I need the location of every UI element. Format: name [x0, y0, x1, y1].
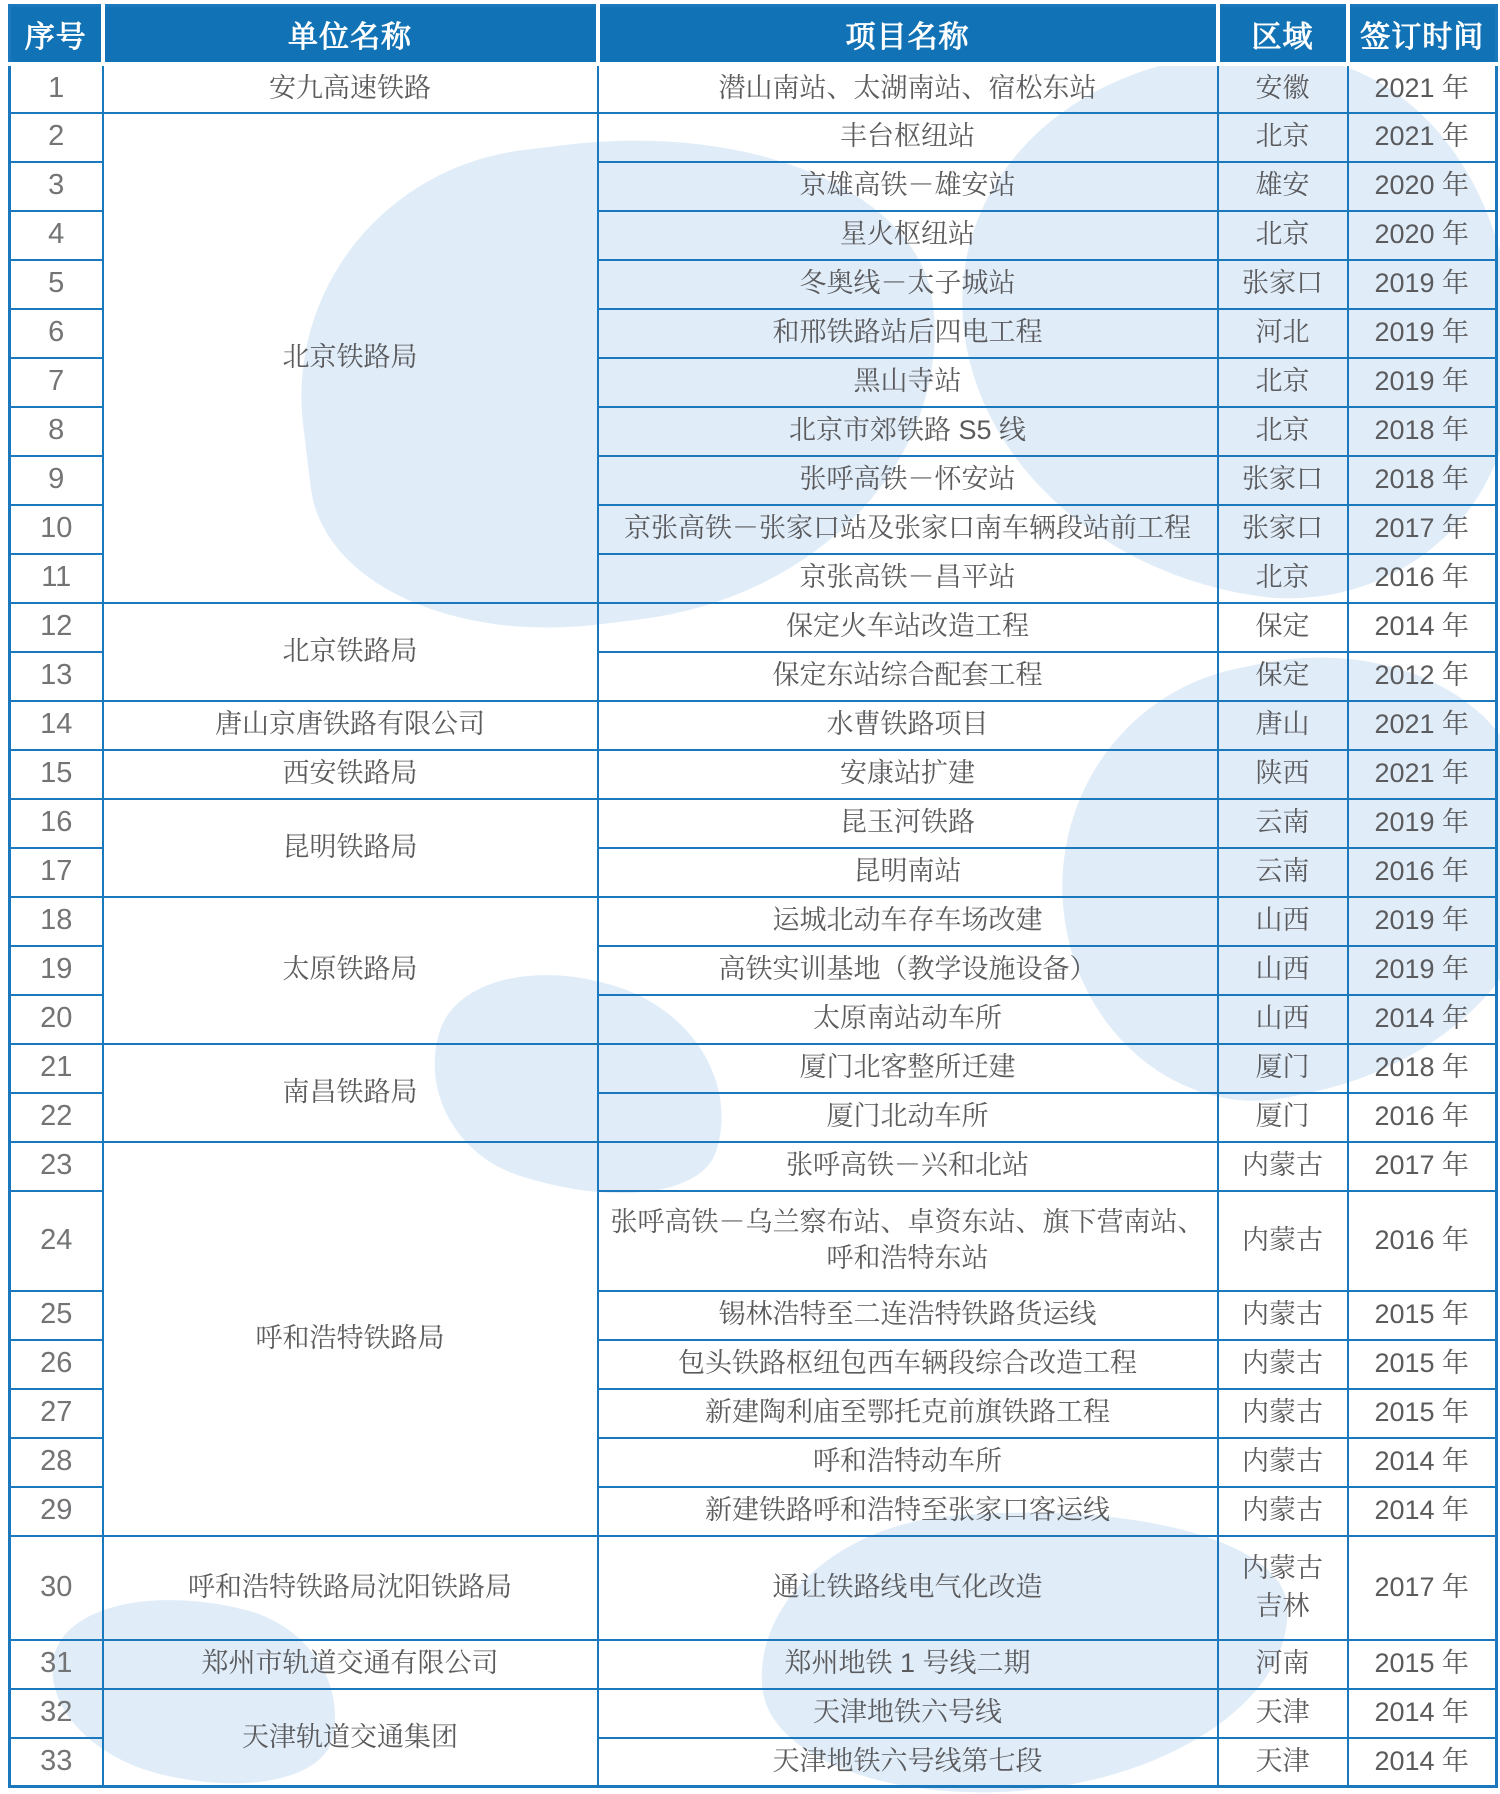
region-cell — [1218, 309, 1348, 358]
project-name-cell: 包头铁路枢纽包西车辆段综合改造工程 — [598, 1340, 1218, 1389]
region-line: 北京 — [1255, 219, 1310, 250]
region-line: 天津 — [1255, 1697, 1310, 1728]
sign-year-cell: 2015 年 — [1348, 1389, 1497, 1438]
row-number-cell: 16 — [10, 799, 103, 848]
sign-year-cell: 2019 年 — [1348, 260, 1497, 309]
region-cell — [1218, 1044, 1348, 1093]
table-row — [10, 1044, 1497, 1093]
project-name-cell: 锡林浩特至二连浩特铁路货运线 — [598, 1291, 1218, 1340]
region-cell — [1218, 113, 1348, 162]
row-number-cell: 1 — [10, 64, 103, 113]
sign-year-cell: 2019 年 — [1348, 799, 1497, 848]
region-line: 河南 — [1255, 1648, 1310, 1679]
table-row — [10, 64, 1497, 113]
region-line: 保定 — [1255, 611, 1310, 642]
row-number-cell: 11 — [10, 554, 103, 603]
project-name-cell: 潜山南站、太湖南站、宿松东站 — [598, 64, 1218, 113]
sign-year-cell: 2012 年 — [1348, 652, 1497, 701]
unit-name-cell: 唐山京唐铁路有限公司 — [103, 701, 598, 750]
project-name-cell: 昆明南站 — [598, 848, 1218, 897]
region-line: 内蒙古 — [1242, 1150, 1323, 1181]
row-number-cell: 4 — [10, 211, 103, 260]
region-line: 云南 — [1255, 807, 1310, 838]
project-name-cell: 水曹铁路项目 — [598, 701, 1218, 750]
row-number-cell: 23 — [10, 1142, 103, 1191]
region-line: 天津 — [1255, 1745, 1310, 1776]
sign-year-cell: 2021 年 — [1348, 64, 1497, 113]
project-name-cell: 北京市郊铁路 S5 线 — [598, 407, 1218, 456]
region-line: 北京 — [1255, 415, 1310, 446]
sign-year-cell: 2021 年 — [1348, 113, 1497, 162]
project-name-cell: 新建陶利庙至鄂托克前旗铁路工程 — [598, 1389, 1218, 1438]
row-number-cell: 18 — [10, 897, 103, 946]
region-cell — [1218, 162, 1348, 211]
sign-year-cell: 2016 年 — [1348, 554, 1497, 603]
row-number-cell: 3 — [10, 162, 103, 211]
project-name-cell: 京雄高铁－雄安站 — [598, 162, 1218, 211]
project-name-cell: 厦门北动车所 — [598, 1093, 1218, 1142]
row-number-cell: 24 — [10, 1191, 103, 1291]
table-row — [10, 1640, 1497, 1689]
project-name-cell: 张呼高铁－乌兰察布站、卓资东站、旗下营南站、呼和浩特东站 — [598, 1191, 1218, 1291]
sign-year-cell: 2014 年 — [1348, 1487, 1497, 1536]
region-cell — [1218, 64, 1348, 113]
sign-year-cell: 2018 年 — [1348, 407, 1497, 456]
header-region: 区域 — [1218, 6, 1348, 64]
region-cell — [1218, 1291, 1348, 1340]
project-name-cell: 天津地铁六号线第七段 — [598, 1738, 1218, 1787]
row-number-cell: 12 — [10, 603, 103, 652]
region-line: 内蒙古 — [1242, 1224, 1323, 1255]
region-line: 北京 — [1255, 121, 1310, 152]
sign-year-cell: 2015 年 — [1348, 1340, 1497, 1389]
region-cell — [1218, 1191, 1348, 1291]
table-row — [10, 1536, 1497, 1640]
project-name-cell: 张呼高铁－兴和北站 — [598, 1142, 1218, 1191]
header-serial-number: 序号 — [10, 6, 103, 64]
region-line: 内蒙古 — [1242, 1552, 1323, 1583]
sign-year-cell: 2016 年 — [1348, 1191, 1497, 1291]
region-cell — [1218, 848, 1348, 897]
row-number-cell: 17 — [10, 848, 103, 897]
region-cell — [1218, 456, 1348, 505]
region-line: 吉林 — [1255, 1590, 1310, 1621]
project-name-cell: 昆玉河铁路 — [598, 799, 1218, 848]
project-name-cell: 京张高铁－张家口站及张家口南车辆段站前工程 — [598, 505, 1218, 554]
sign-year-cell: 2017 年 — [1348, 1142, 1497, 1191]
region-cell — [1218, 358, 1348, 407]
region-line: 保定 — [1255, 660, 1310, 691]
sign-year-cell: 2019 年 — [1348, 897, 1497, 946]
sign-year-cell: 2016 年 — [1348, 1093, 1497, 1142]
header-sign-date: 签订时间 — [1348, 6, 1497, 64]
row-number-cell: 30 — [10, 1536, 103, 1640]
unit-name-cell: 安九高速铁路 — [103, 64, 598, 113]
region-cell — [1218, 1487, 1348, 1536]
table-header — [10, 6, 1497, 64]
region-line: 山西 — [1255, 905, 1310, 936]
region-line: 厦门 — [1255, 1101, 1310, 1132]
sign-year-cell: 2020 年 — [1348, 162, 1497, 211]
unit-name-cell: 太原铁路局 — [103, 897, 598, 1044]
project-name-cell: 高铁实训基地（教学设施设备） — [598, 946, 1218, 995]
region-cell — [1218, 211, 1348, 260]
region-cell — [1218, 799, 1348, 848]
region-line: 内蒙古 — [1242, 1495, 1323, 1526]
region-cell — [1218, 1340, 1348, 1389]
table-row — [10, 799, 1497, 848]
region-line: 陕西 — [1255, 758, 1310, 789]
sign-year-cell: 2017 年 — [1348, 1536, 1497, 1640]
region-cell — [1218, 1389, 1348, 1438]
row-number-cell: 29 — [10, 1487, 103, 1536]
project-name-cell: 郑州地铁 1 号线二期 — [598, 1640, 1218, 1689]
region-line: 张家口 — [1242, 513, 1323, 544]
unit-name-cell: 天津轨道交通集团 — [103, 1689, 598, 1787]
sign-year-cell: 2021 年 — [1348, 701, 1497, 750]
row-number-cell: 28 — [10, 1438, 103, 1487]
table-row — [10, 897, 1497, 946]
region-cell — [1218, 750, 1348, 799]
region-cell — [1218, 1640, 1348, 1689]
row-number-cell: 14 — [10, 701, 103, 750]
project-name-cell: 通让铁路线电气化改造 — [598, 1536, 1218, 1640]
region-cell — [1218, 505, 1348, 554]
region-cell — [1218, 554, 1348, 603]
sign-year-cell: 2015 年 — [1348, 1640, 1497, 1689]
unit-name-cell: 昆明铁路局 — [103, 799, 598, 897]
row-number-cell: 5 — [10, 260, 103, 309]
table-row — [10, 113, 1497, 162]
sign-year-cell: 2020 年 — [1348, 211, 1497, 260]
sign-year-cell: 2014 年 — [1348, 995, 1497, 1044]
region-cell — [1218, 652, 1348, 701]
projects-table — [8, 4, 1498, 1788]
project-name-cell: 运城北动车存车场改建 — [598, 897, 1218, 946]
region-cell — [1218, 407, 1348, 456]
project-name-cell: 星火枢纽站 — [598, 211, 1218, 260]
row-number-cell: 13 — [10, 652, 103, 701]
region-line: 张家口 — [1242, 268, 1323, 299]
row-number-cell: 8 — [10, 407, 103, 456]
header-project-name: 项目名称 — [598, 6, 1218, 64]
region-line: 山西 — [1255, 954, 1310, 985]
region-cell — [1218, 946, 1348, 995]
region-line: 内蒙古 — [1242, 1446, 1323, 1477]
region-line: 山西 — [1255, 1003, 1310, 1034]
sign-year-cell: 2014 年 — [1348, 1438, 1497, 1487]
unit-name-cell: 郑州市轨道交通有限公司 — [103, 1640, 598, 1689]
region-line: 内蒙古 — [1242, 1348, 1323, 1379]
table-row — [10, 1142, 1497, 1191]
row-number-cell: 20 — [10, 995, 103, 1044]
sign-year-cell: 2016 年 — [1348, 848, 1497, 897]
region-cell — [1218, 897, 1348, 946]
table-row — [10, 701, 1497, 750]
project-name-cell: 保定火车站改造工程 — [598, 603, 1218, 652]
region-cell — [1218, 260, 1348, 309]
table-row — [10, 603, 1497, 652]
table-row — [10, 750, 1497, 799]
unit-name-cell: 西安铁路局 — [103, 750, 598, 799]
unit-name-cell: 南昌铁路局 — [103, 1044, 598, 1142]
region-line: 内蒙古 — [1242, 1299, 1323, 1330]
region-cell — [1218, 1738, 1348, 1787]
sign-year-cell: 2018 年 — [1348, 456, 1497, 505]
sign-year-cell: 2014 年 — [1348, 603, 1497, 652]
project-name-cell: 厦门北客整所迁建 — [598, 1044, 1218, 1093]
region-cell — [1218, 995, 1348, 1044]
region-line: 北京 — [1255, 366, 1310, 397]
project-name-cell: 新建铁路呼和浩特至张家口客运线 — [598, 1487, 1218, 1536]
row-number-cell: 25 — [10, 1291, 103, 1340]
region-cell — [1218, 1689, 1348, 1738]
region-cell — [1218, 603, 1348, 652]
row-number-cell: 33 — [10, 1738, 103, 1787]
project-name-cell: 京张高铁－昌平站 — [598, 554, 1218, 603]
unit-name-cell: 呼和浩特铁路局沈阳铁路局 — [103, 1536, 598, 1640]
region-cell — [1218, 1438, 1348, 1487]
project-name-cell: 天津地铁六号线 — [598, 1689, 1218, 1738]
sign-year-cell: 2014 年 — [1348, 1738, 1497, 1787]
sign-year-cell: 2019 年 — [1348, 946, 1497, 995]
row-number-cell: 19 — [10, 946, 103, 995]
row-number-cell: 6 — [10, 309, 103, 358]
project-name-cell: 冬奥线－太子城站 — [598, 260, 1218, 309]
project-name-cell: 保定东站综合配套工程 — [598, 652, 1218, 701]
row-number-cell: 10 — [10, 505, 103, 554]
region-line: 内蒙古 — [1242, 1397, 1323, 1428]
unit-name-cell: 北京铁路局 — [103, 113, 598, 603]
project-name-cell: 太原南站动车所 — [598, 995, 1218, 1044]
project-name-cell: 张呼高铁－怀安站 — [598, 456, 1218, 505]
row-number-cell: 2 — [10, 113, 103, 162]
region-line: 河北 — [1255, 317, 1310, 348]
row-number-cell: 21 — [10, 1044, 103, 1093]
unit-name-cell: 呼和浩特铁路局 — [103, 1142, 598, 1536]
sign-year-cell: 2021 年 — [1348, 750, 1497, 799]
region-cell — [1218, 701, 1348, 750]
project-name-cell: 呼和浩特动车所 — [598, 1438, 1218, 1487]
row-number-cell: 22 — [10, 1093, 103, 1142]
project-name-cell: 黑山寺站 — [598, 358, 1218, 407]
sign-year-cell: 2019 年 — [1348, 358, 1497, 407]
sign-year-cell: 2015 年 — [1348, 1291, 1497, 1340]
region-line: 厦门 — [1255, 1052, 1310, 1083]
region-line: 唐山 — [1255, 709, 1310, 740]
table-body — [10, 64, 1497, 1787]
row-number-cell: 15 — [10, 750, 103, 799]
table-row — [10, 1689, 1497, 1738]
project-name-cell: 安康站扩建 — [598, 750, 1218, 799]
row-number-cell: 27 — [10, 1389, 103, 1438]
sign-year-cell: 2018 年 — [1348, 1044, 1497, 1093]
row-number-cell: 32 — [10, 1689, 103, 1738]
project-name-cell: 和邢铁路站后四电工程 — [598, 309, 1218, 358]
unit-name-cell: 北京铁路局 — [103, 603, 598, 701]
row-number-cell: 9 — [10, 456, 103, 505]
region-line: 张家口 — [1242, 464, 1323, 495]
table-header-row — [10, 6, 1497, 64]
header-unit-name: 单位名称 — [103, 6, 598, 64]
region-cell — [1218, 1536, 1348, 1640]
region-cell — [1218, 1093, 1348, 1142]
row-number-cell: 7 — [10, 358, 103, 407]
sign-year-cell: 2017 年 — [1348, 505, 1497, 554]
row-number-cell: 26 — [10, 1340, 103, 1389]
row-number-cell: 31 — [10, 1640, 103, 1689]
project-name-cell: 丰台枢纽站 — [598, 113, 1218, 162]
sign-year-cell: 2014 年 — [1348, 1689, 1497, 1738]
sign-year-cell: 2019 年 — [1348, 309, 1497, 358]
region-line: 北京 — [1255, 562, 1310, 593]
region-line: 安徽 — [1255, 72, 1310, 103]
region-line: 雄安 — [1255, 170, 1310, 201]
region-line: 云南 — [1255, 856, 1310, 887]
region-cell — [1218, 1142, 1348, 1191]
